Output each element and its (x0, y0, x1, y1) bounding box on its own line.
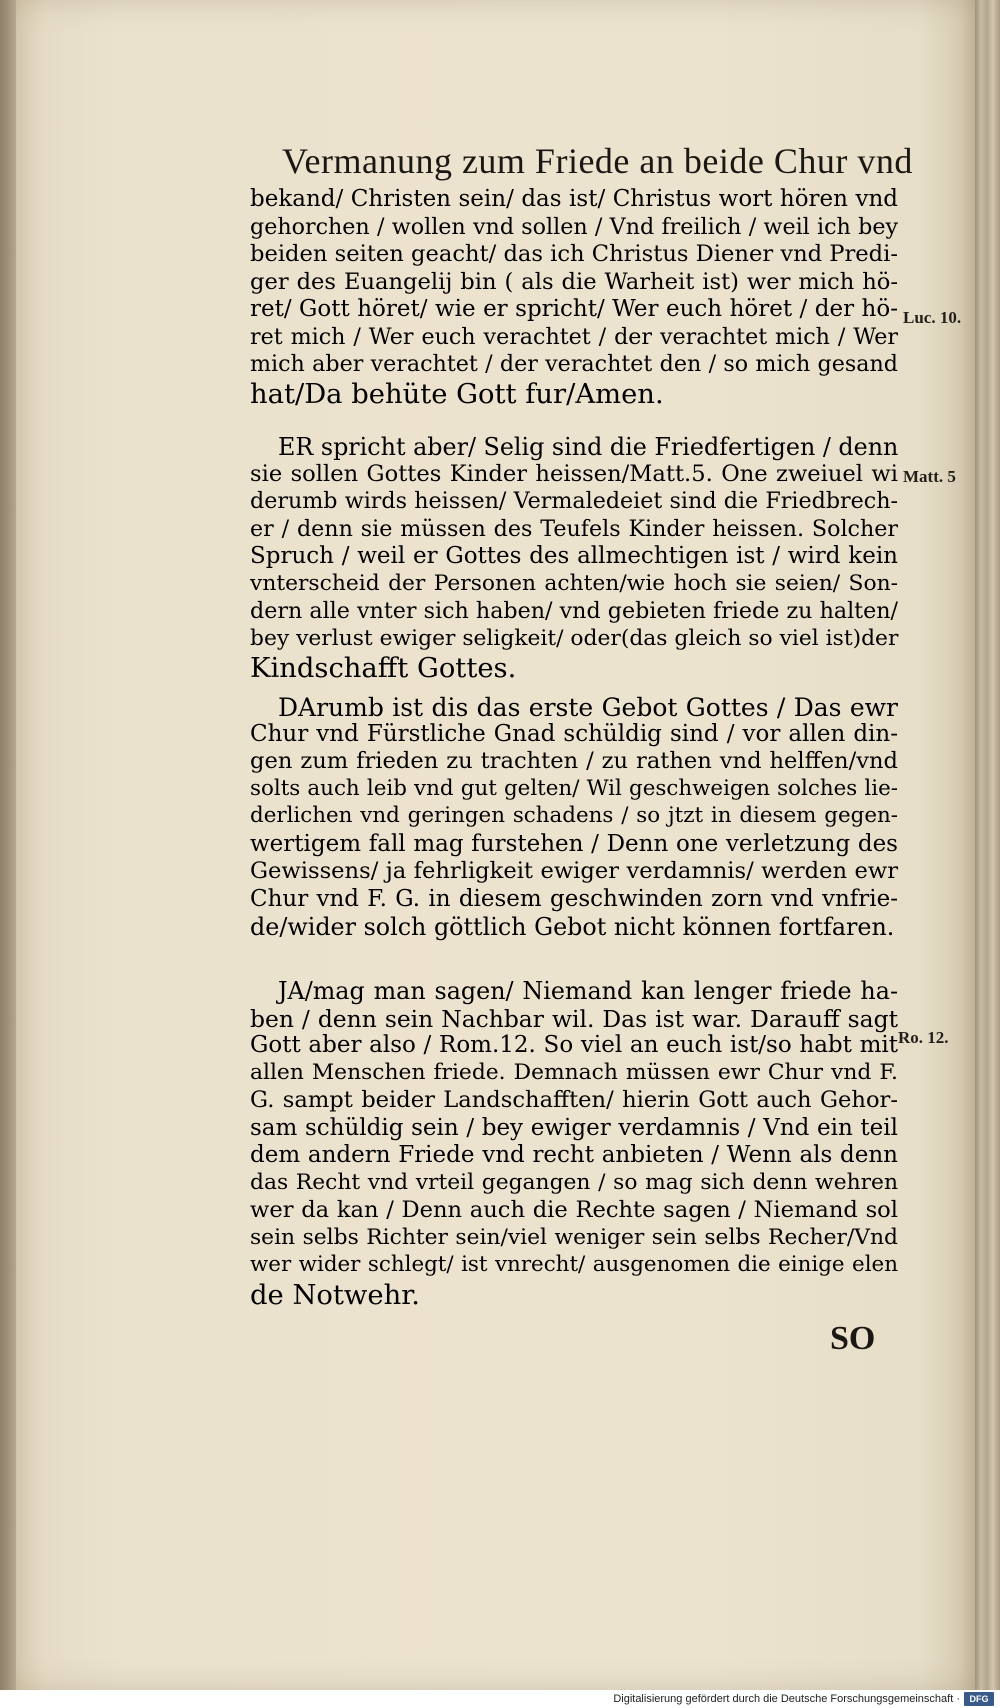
dfg-logo: DFG (964, 1692, 994, 1706)
text-line: de/wider solch göttlich Gebot nicht können fortfaren. (250, 913, 895, 941)
text-line: derumb wirds heissen/ Vermaledeiet sind die Friedbrech- (250, 488, 898, 514)
text-line: beiden seiten geacht/ das ich Christus Diener vnd Predi- (250, 241, 898, 267)
text-line: Gewissens/ ja fehrligkeit ewiger verdamnis/ werden ewr (250, 858, 898, 884)
text-line: sein selbs Richter sein/viel weniger sein selbs Recher/Vnd (250, 1224, 898, 1250)
text-line: wer wider schlegt/ ist vnrecht/ ausgenomen die einige elen (250, 1252, 898, 1277)
text-line: das Recht vnd vrteil gegangen / so mag sich denn wehren (250, 1169, 898, 1195)
text-line: mich aber verachtet / der verachtet den / so mich gesand (250, 351, 898, 377)
text-line: Chur vnd F. G. in diesem geschwinden zorn vnd vnfrie- (250, 885, 898, 912)
text-line: Gott aber also / Rom.12. So viel an euch ist/so habt mit (250, 1032, 898, 1058)
footer-credit: Digitalisierung gefördert durch die Deutsche Forschungsgemeinschaft · (613, 1693, 960, 1705)
text-line: solts auch leib vnd gut gelten/ Wil geschweigen solches lie- (250, 775, 898, 801)
text-line: allen Menschen friede. Demnach müssen ewr Chur vnd F. (250, 1059, 898, 1085)
text-line: ret mich / Wer euch verachtet / der verachtet mich / Wer (250, 323, 898, 350)
text-line: bekand/ Christen sein/ das ist/ Christus wort hören vnd (250, 186, 898, 212)
text-line: gen zum frieden zu trachten / zu rathen vnd helffen/vnd (250, 748, 898, 774)
text-line: er / denn sie müssen des Teufels Kinder heissen. Solcher (250, 515, 898, 542)
text-line: dern alle vnter sich haben/ vnd gebieten friede zu halten/ (250, 598, 898, 624)
text-line: JA/mag man sagen/ Niemand kan lenger friede ha- (278, 977, 898, 1005)
text-line: wertigem fall mag furstehen / Denn one verletzung des (250, 830, 898, 857)
text-line: G. sampt beider Landschafften/ hierin Gott auch Gehor- (250, 1087, 898, 1113)
text-line: derlichen vnd geringen schadens / so jtzt in diesem gegen- (250, 803, 898, 828)
text-line: Spruch / weil er Gottes des allmechtigen ist / wird kein (250, 543, 898, 569)
paragraph-4 (250, 977, 898, 1311)
text-line: ben / denn sein Nachbar wil. Das ist war. Darauff sagt (250, 1004, 898, 1033)
text-line: bey verlust ewiger seligkeit/ oder(das gleich so viel ist)der (250, 625, 899, 651)
text-line: ger des Euangelij bin ( als die Warheit ist) wer mich hö- (250, 268, 898, 295)
margin-note-luc: Luc. 10. (903, 308, 962, 327)
text-line: ER spricht aber/ Selig sind die Friedfertigen / denn (278, 433, 899, 461)
text-line: Chur vnd Fürstliche Gnad schüldig sind / vor allen din- (250, 720, 898, 747)
book-spine-shadow (0, 0, 16, 1690)
catchword: SO (830, 1320, 876, 1357)
text-line: sam schüldig sein / bey ewiger verdamnis / Vnd ein teil (250, 1114, 898, 1141)
text-line: vnterscheid der Personen achten/wie hoch sie seien/ Son- (250, 570, 898, 596)
margin-note-rom: Ro. 12. (898, 1028, 949, 1047)
text-line: dem andern Friede vnd recht anbieten / Wenn als denn (250, 1142, 898, 1168)
paragraph-3 (250, 693, 898, 941)
text-line: wer da kan / Denn auch die Rechte sagen / Niemand sol (250, 1197, 898, 1223)
running-head: Vermanung zum Friede an beide Chur vnd (282, 141, 913, 181)
page-edge-stack (975, 0, 1000, 1690)
margin-note-matt: Matt. 5 (903, 467, 956, 486)
paragraph-2 (250, 433, 899, 684)
text-line: DArumb ist dis das erste Gebot Gottes / Das ewr (278, 693, 898, 722)
text-line: ret/ Gott höret/ wie er spricht/ Wer euch höret / der hö- (250, 296, 898, 322)
text-line: de Notwehr. (250, 1279, 421, 1311)
text-line: hat/Da behüte Gott fur/Amen. (250, 378, 664, 410)
paragraph-1 (250, 186, 898, 410)
text-line: gehorchen / wollen vnd sollen / Vnd freilich / weil ich bey (250, 213, 898, 240)
text-line: sie sollen Gottes Kinder heissen/Matt.5. One zweiuel wi (250, 460, 898, 487)
text-line: Kindschafft Gottes. (250, 653, 517, 684)
